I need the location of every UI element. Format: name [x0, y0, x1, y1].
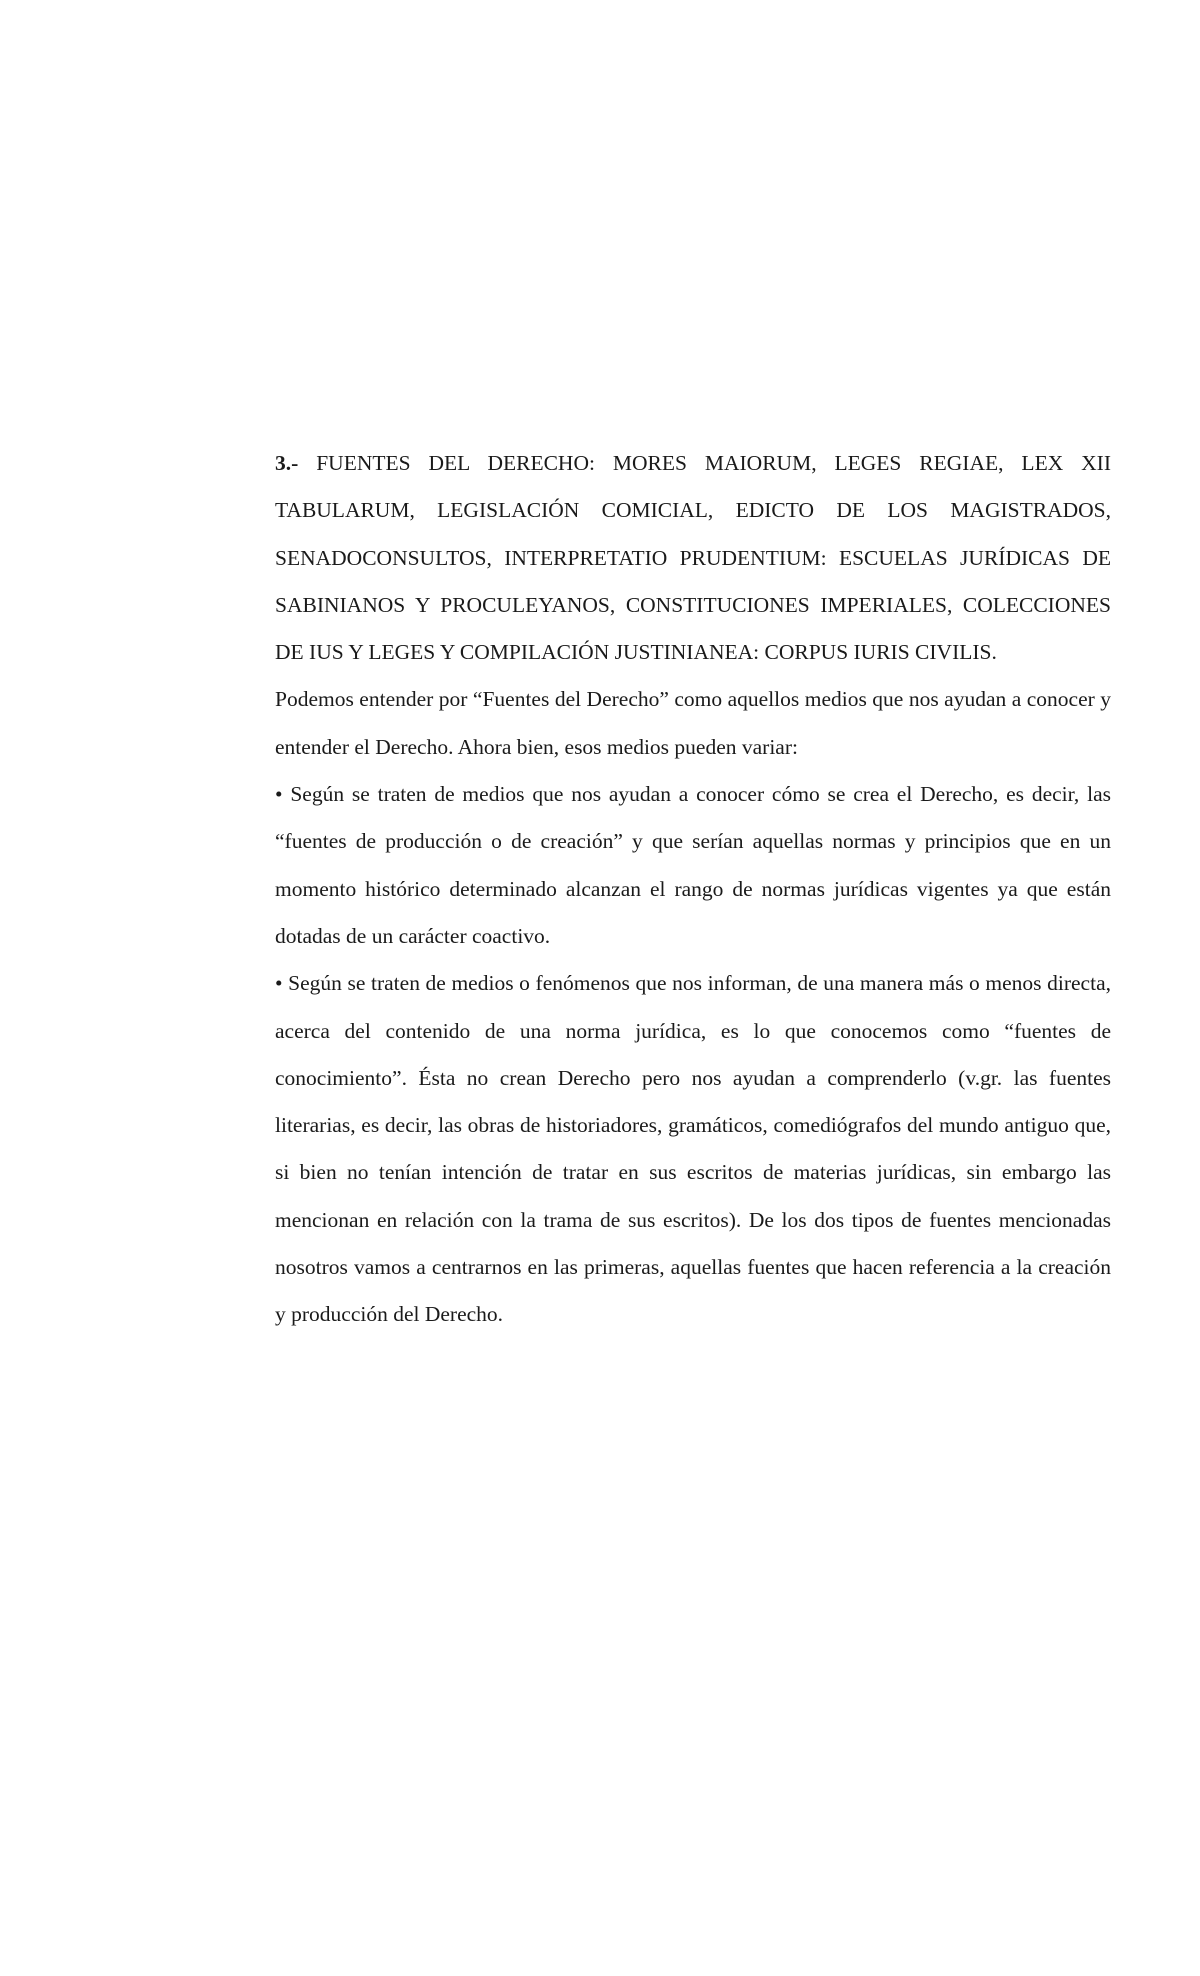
bullet-text: Según se traten de medios o fenómenos que nos informan, de una manera más o menos directa, acerca del contenido de una norma jurídica, es lo que conocemos como “fuentes de conocimiento”. Ésta no crean Derecho pero nos ayudan a comprenderlo (v.gr. las fuentes literarias, es decir, las obras de historiadores, gramáticos, comediógrafos del mundo antiguo que, si bien no tenían intención de tratar en sus escritos de materias jurídicas, sin embargo las mencionan en relación con la trama de sus escritos). De los dos tipos de fuentes mencionadas nosotros vamos a centrarnos en las primeras, aquellas fuentes que hacen referencia a la creación y producción del Derecho.: [275, 971, 1111, 1327]
intro-paragraph: Podemos entender por “Fuentes del Derecho” como aquellos medios que nos ayudan a conocer y entender el Derecho. Ahora bien, esos medios pueden variar:: [275, 687, 1111, 759]
bullet-paragraph: [275, 960, 1111, 1338]
section-number: 3.-: [275, 451, 299, 475]
section-heading: [275, 440, 1111, 676]
document-body: [275, 440, 1111, 1339]
section-heading-text: FUENTES DEL DERECHO: MORES MAIORUM, LEGES REGIAE, LEX XII TABULARUM, LEGISLACIÓN COMICIAL, EDICTO DE LOS MAGISTRADOS, SENADOCONSULTOS, INTERPRETATIO PRUDENTIUM: ESCUELAS JURÍDICAS DE SABINIANOS Y PROCULEYANOS, CONSTITUCIONES IMPERIALES, COLECCIONES DE IUS Y LEGES Y COMPILACIÓN JUSTINIANEA: CORPUS IURIS CIVILIS.: [275, 451, 1111, 665]
bullet-paragraph: [275, 771, 1111, 960]
bullet-icon: •: [275, 971, 283, 996]
bullet-icon: •: [275, 782, 283, 807]
bullet-text: Según se traten de medios que nos ayudan a conocer cómo se crea el Derecho, es decir, las “fuentes de producción o de creación” y que serían aquellas normas y principios que en un momento histórico determinado alcanzan el rango de normas jurídicas vigentes ya que están dotadas de un carácter coactivo.: [275, 782, 1111, 948]
